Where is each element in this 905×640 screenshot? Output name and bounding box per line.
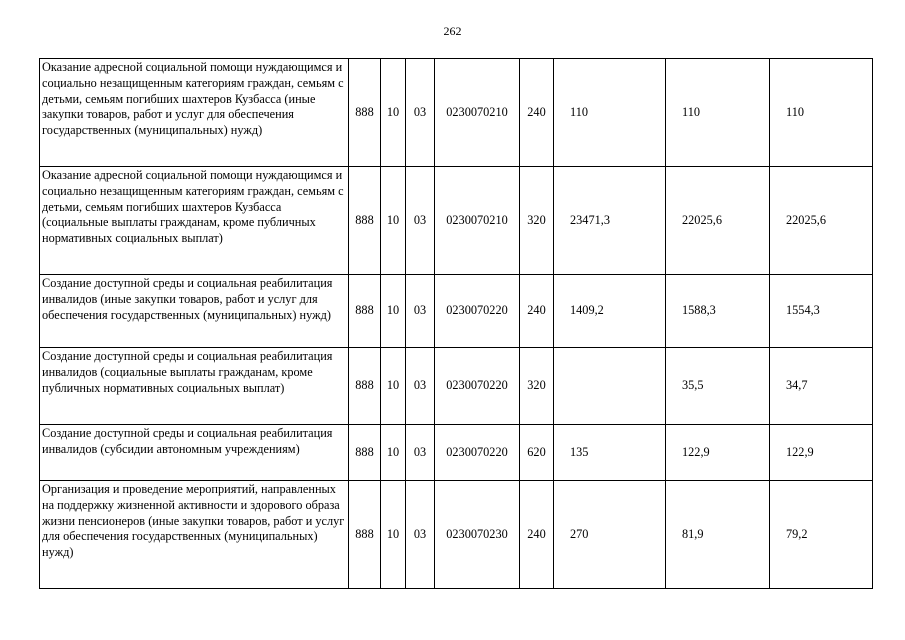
amount-year-1	[554, 348, 666, 425]
table-row	[40, 167, 873, 275]
amount-year-1: 23471,3	[554, 167, 666, 275]
expense-type-code: 620	[520, 425, 554, 481]
table-row	[40, 348, 873, 425]
target-article-code: 0230070220	[435, 275, 520, 348]
section-code: 10	[381, 348, 406, 425]
subsection-code: 03	[406, 59, 435, 167]
row-description: Создание доступной среды и социальная реабилитация инвалидов (иные закупки товаров, работ и услуг для обеспечения государственных (муниципальных) нужд)	[40, 275, 349, 348]
target-article-code: 0230070220	[435, 348, 520, 425]
amount-year-2: 122,9	[666, 425, 770, 481]
target-article-code: 0230070230	[435, 481, 520, 589]
section-code: 10	[381, 425, 406, 481]
section-code: 10	[381, 481, 406, 589]
expense-type-code: 320	[520, 167, 554, 275]
ministry-code: 888	[349, 167, 381, 275]
row-description: Оказание адресной социальной помощи нуждающимся и социально незащищенным категориям граждан, семьям с детьми, семьям погибших шахтеров Кузбасса (социальные выплаты гражданам, кроме публичных нормативных социальных выплат)	[40, 167, 349, 275]
amount-year-1: 110	[554, 59, 666, 167]
expense-type-code: 240	[520, 481, 554, 589]
ministry-code: 888	[349, 59, 381, 167]
amount-year-2: 110	[666, 59, 770, 167]
amount-year-3: 34,7	[770, 348, 873, 425]
row-description: Создание доступной среды и социальная реабилитация инвалидов (субсидии автономным учреждениям)	[40, 425, 349, 481]
table-row	[40, 59, 873, 167]
amount-year-3: 122,9	[770, 425, 873, 481]
target-article-code: 0230070210	[435, 59, 520, 167]
row-description: Создание доступной среды и социальная реабилитация инвалидов (социальные выплаты гражданам, кроме публичных нормативных социальных выплат)	[40, 348, 349, 425]
table-row	[40, 275, 873, 348]
row-description: Организация и проведение мероприятий, направленных на поддержку жизненной активности и здорового образа жизни пенсионеров (иные закупки товаров, работ и услуг для обеспечения государственных (муниципальных) нужд)	[40, 481, 349, 589]
target-article-code: 0230070220	[435, 425, 520, 481]
amount-year-1: 270	[554, 481, 666, 589]
amount-year-3: 79,2	[770, 481, 873, 589]
table-row	[40, 481, 873, 589]
amount-year-1: 1409,2	[554, 275, 666, 348]
section-code: 10	[381, 275, 406, 348]
amount-year-3: 110	[770, 59, 873, 167]
subsection-code: 03	[406, 348, 435, 425]
amount-year-2: 1588,3	[666, 275, 770, 348]
amount-year-2: 81,9	[666, 481, 770, 589]
amount-year-3: 1554,3	[770, 275, 873, 348]
page-number: 262	[443, 24, 462, 38]
amount-year-1: 135	[554, 425, 666, 481]
table-row	[40, 425, 873, 481]
target-article-code: 0230070210	[435, 167, 520, 275]
ministry-code: 888	[349, 425, 381, 481]
section-code: 10	[381, 167, 406, 275]
budget-table	[39, 58, 873, 589]
ministry-code: 888	[349, 275, 381, 348]
expense-type-code: 240	[520, 275, 554, 348]
ministry-code: 888	[349, 481, 381, 589]
expense-type-code: 320	[520, 348, 554, 425]
section-code: 10	[381, 59, 406, 167]
subsection-code: 03	[406, 425, 435, 481]
amount-year-2: 22025,6	[666, 167, 770, 275]
row-description: Оказание адресной социальной помощи нуждающимся и социально незащищенным категориям граждан, семьям с детьми, семьям погибших шахтеров Кузбасса (иные закупки товаров, работ и услуг для обеспечения государственных (муниципальных) нужд)	[40, 59, 349, 167]
expense-type-code: 240	[520, 59, 554, 167]
amount-year-3: 22025,6	[770, 167, 873, 275]
subsection-code: 03	[406, 167, 435, 275]
amount-year-2: 35,5	[666, 348, 770, 425]
subsection-code: 03	[406, 481, 435, 589]
subsection-code: 03	[406, 275, 435, 348]
ministry-code: 888	[349, 348, 381, 425]
